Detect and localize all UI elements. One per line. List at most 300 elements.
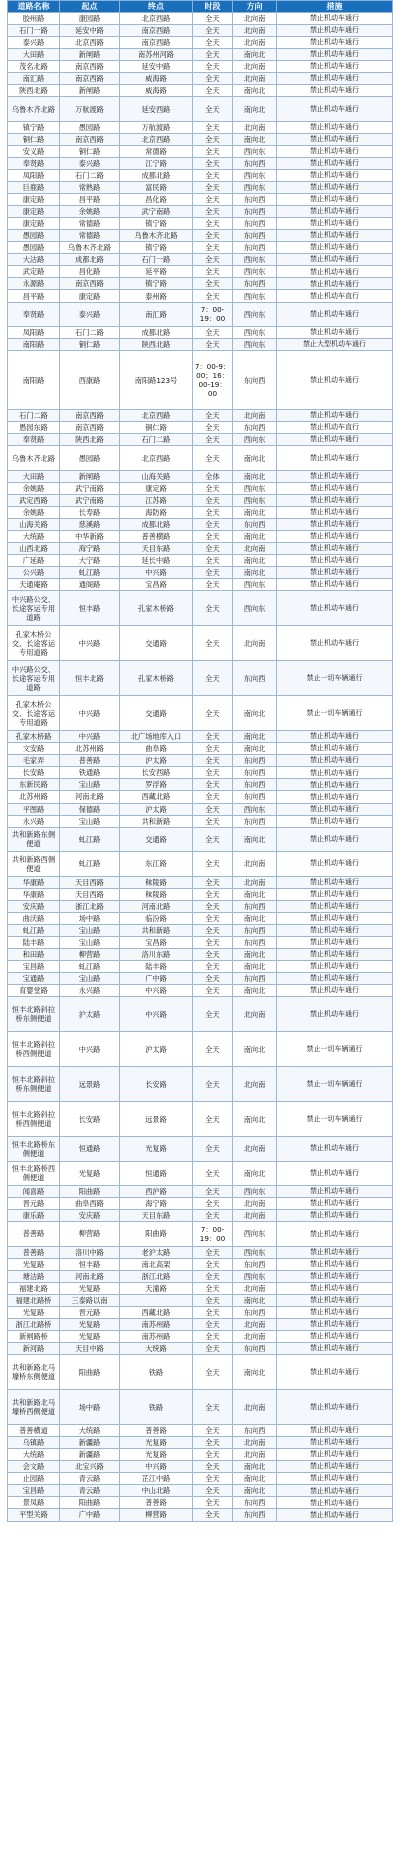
cell-time: 全天 <box>193 25 233 37</box>
cell-time: 全天 <box>193 1497 233 1509</box>
cell-start: 新疆路 <box>60 1437 120 1449</box>
cell-measure: 禁止机动车通行 <box>277 266 393 278</box>
cell-time: 全天 <box>193 1246 233 1258</box>
cell-start: 康园路 <box>60 13 120 25</box>
cell-measure: 禁止机动车通行 <box>277 791 393 803</box>
table-row <box>8 888 393 900</box>
cell-direction: 北向南 <box>233 1067 277 1102</box>
cell-direction: 北向南 <box>233 1390 277 1425</box>
cell-road-name: 中兴路公交、长途客运专用道路 <box>8 591 60 626</box>
table-row <box>8 1282 393 1294</box>
cell-end: 常德路 <box>120 145 193 157</box>
cell-road-name: 孔家木桥公交、长途客运专用道路 <box>8 696 60 731</box>
cell-end: 镇宁路 <box>120 278 193 290</box>
cell-time: 全天 <box>193 1461 233 1473</box>
table-row <box>8 73 393 85</box>
cell-end: 北京西路 <box>120 13 193 25</box>
cell-road-name: 南阳路 <box>8 351 60 410</box>
table-row <box>8 1425 393 1437</box>
table-row <box>8 1437 393 1449</box>
cell-start: 天目中路 <box>60 1343 120 1355</box>
cell-end: 石门一路 <box>120 254 193 266</box>
table-row <box>8 446 393 471</box>
cell-start: 柳营路 <box>60 948 120 960</box>
cell-start: 中华新路 <box>60 531 120 543</box>
cell-road-name: 恒丰北路斜拉桥东侧便道 <box>8 997 60 1032</box>
cell-start: 河南北路 <box>60 1270 120 1282</box>
cell-end: 海宁路 <box>120 1198 193 1210</box>
cell-measure: 禁止机动车通行 <box>277 591 393 626</box>
cell-road-name: 育婴堂路 <box>8 985 60 997</box>
cell-measure: 禁止机动车通行 <box>277 743 393 755</box>
cell-start: 南京西路 <box>60 133 120 145</box>
table-row <box>8 1137 393 1162</box>
cell-end: 普善路 <box>120 1497 193 1509</box>
table-row <box>8 626 393 661</box>
cell-road-name: 大田路 <box>8 470 60 482</box>
cell-measure: 禁止机动车通行 <box>277 1222 393 1247</box>
cell-road-name: 孔家木桥路 <box>8 731 60 743</box>
cell-road-name: 虬江路 <box>8 924 60 936</box>
cell-direction: 北向南 <box>233 121 277 133</box>
cell-time: 全天 <box>193 1032 233 1067</box>
cell-end: 光复路 <box>120 1137 193 1162</box>
cell-road-name: 文安路 <box>8 743 60 755</box>
cell-road-name: 余姚路 <box>8 482 60 494</box>
cell-road-name: 凤阳路 <box>8 170 60 182</box>
cell-time: 全天 <box>193 121 233 133</box>
cell-start: 余姚路 <box>60 206 120 218</box>
cell-direction: 南向北 <box>233 743 277 755</box>
cell-end: 老沪太路 <box>120 1246 193 1258</box>
table-row <box>8 555 393 567</box>
cell-end: 光复路 <box>120 1449 193 1461</box>
cell-direction: 北向南 <box>233 626 277 661</box>
cell-end: 秣陵路 <box>120 888 193 900</box>
traffic-restriction-table <box>7 0 393 1522</box>
cell-start: 铁通路 <box>60 767 120 779</box>
table-row <box>8 591 393 626</box>
cell-measure: 禁止机动车通行 <box>277 936 393 948</box>
cell-measure: 禁止机动车通行 <box>277 924 393 936</box>
cell-start: 中兴路 <box>60 696 120 731</box>
cell-road-name: 大统路 <box>8 531 60 543</box>
cell-direction: 东向西 <box>233 791 277 803</box>
header-measure: 措施 <box>277 1 393 13</box>
table-row <box>8 97 393 122</box>
cell-time: 全天 <box>193 1437 233 1449</box>
cell-start: 长安路 <box>60 1102 120 1137</box>
cell-time: 全天 <box>193 230 233 242</box>
cell-road-name: 恒丰北路斜拉桥西侧便道 <box>8 1032 60 1067</box>
table-row <box>8 1306 393 1318</box>
cell-start: 延安中路 <box>60 25 120 37</box>
table-row <box>8 506 393 518</box>
cell-measure: 禁止机动车通行 <box>277 1355 393 1390</box>
cell-measure: 禁止机动车通行 <box>277 506 393 518</box>
table-row <box>8 1497 393 1509</box>
cell-time: 全天 <box>193 555 233 567</box>
cell-direction: 西向东 <box>233 579 277 591</box>
cell-time: 全天 <box>193 339 233 351</box>
cell-measure: 禁止机动车通行 <box>277 755 393 767</box>
cell-start: 南京西路 <box>60 73 120 85</box>
cell-start: 海宁路 <box>60 543 120 555</box>
cell-start: 虬江路 <box>60 567 120 579</box>
cell-direction: 北向南 <box>233 25 277 37</box>
cell-direction: 东向西 <box>233 972 277 984</box>
cell-measure: 禁止机动车通行 <box>277 731 393 743</box>
cell-road-name: 愚园路 <box>8 230 60 242</box>
cell-direction: 东向西 <box>233 242 277 254</box>
cell-time: 全天 <box>193 791 233 803</box>
cell-start: 常德路 <box>60 218 120 230</box>
cell-measure: 禁止机动车通行 <box>277 912 393 924</box>
cell-direction: 南向北 <box>233 1032 277 1067</box>
table-row <box>8 1210 393 1222</box>
cell-measure: 禁止机动车通行 <box>277 446 393 471</box>
cell-road-name: 会文路 <box>8 1461 60 1473</box>
cell-measure: 禁止机动车通行 <box>277 73 393 85</box>
cell-measure: 禁止机动车通行 <box>277 626 393 661</box>
cell-time: 全体 <box>193 470 233 482</box>
table-row <box>8 1331 393 1343</box>
table-row <box>8 1186 393 1198</box>
table-row <box>8 567 393 579</box>
cell-direction: 北向南 <box>233 1137 277 1162</box>
cell-start: 大宁路 <box>60 555 120 567</box>
cell-direction: 南向北 <box>233 97 277 122</box>
cell-end: 临汾路 <box>120 912 193 924</box>
cell-measure: 禁止机动车通行 <box>277 555 393 567</box>
table-row <box>8 579 393 591</box>
cell-direction: 北向南 <box>233 37 277 49</box>
table-row <box>8 49 393 61</box>
cell-start: 宝山路 <box>60 924 120 936</box>
cell-start: 曲阜西路 <box>60 1198 120 1210</box>
cell-end: 延安中路 <box>120 61 193 73</box>
cell-measure: 禁止机动车通行 <box>277 997 393 1032</box>
cell-end: 沪太路 <box>120 755 193 767</box>
cell-road-name: 安义路 <box>8 145 60 157</box>
cell-measure: 禁止机动车通行 <box>277 327 393 339</box>
cell-start: 永兴路 <box>60 985 120 997</box>
cell-time: 全天 <box>193 97 233 122</box>
cell-direction: 西向东 <box>233 339 277 351</box>
cell-end: 南京西路 <box>120 37 193 49</box>
cell-time: 全天 <box>193 924 233 936</box>
cell-start: 泰兴路 <box>60 302 120 327</box>
cell-direction: 南向北 <box>233 888 277 900</box>
table-row <box>8 791 393 803</box>
cell-start: 通阁路 <box>60 579 120 591</box>
table-row <box>8 194 393 206</box>
cell-measure: 禁止机动车通行 <box>277 482 393 494</box>
cell-end: 石门二路 <box>120 434 193 446</box>
cell-time: 全天 <box>193 1186 233 1198</box>
cell-measure: 禁止机动车通行 <box>277 1509 393 1521</box>
table-row <box>8 743 393 755</box>
cell-time: 全天 <box>193 170 233 182</box>
cell-end: 中山北路 <box>120 1485 193 1497</box>
cell-start: 成都北路 <box>60 254 120 266</box>
cell-end: 宝昌路 <box>120 579 193 591</box>
cell-end: 南苏州路 <box>120 1319 193 1331</box>
cell-start: 阳曲路 <box>60 1355 120 1390</box>
cell-measure: 禁止机动车通行 <box>277 302 393 327</box>
header-road-name: 道路名称 <box>8 1 60 13</box>
cell-time: 全天 <box>193 1319 233 1331</box>
table-row <box>8 37 393 49</box>
cell-direction: 东向西 <box>233 230 277 242</box>
cell-measure: 禁止机动车通行 <box>277 434 393 446</box>
cell-road-name: 曲沃路 <box>8 912 60 924</box>
table-row <box>8 410 393 422</box>
cell-time: 全天 <box>193 985 233 997</box>
cell-time: 全天 <box>193 494 233 506</box>
table-row <box>8 85 393 97</box>
cell-time: 全天 <box>193 254 233 266</box>
cell-end: 阳曲路 <box>120 1222 193 1247</box>
cell-measure: 禁止机动车通行 <box>277 543 393 555</box>
cell-time: 全天 <box>193 1331 233 1343</box>
cell-direction: 南向北 <box>233 912 277 924</box>
cell-road-name: 山海关路 <box>8 518 60 530</box>
cell-start: 天目西路 <box>60 876 120 888</box>
cell-time: 全天 <box>193 936 233 948</box>
cell-end: 陕西北路 <box>120 339 193 351</box>
cell-start: 南京西路 <box>60 422 120 434</box>
cell-road-name: 泰兴路 <box>8 37 60 49</box>
cell-time: 全天 <box>193 1294 233 1306</box>
cell-time: 全天 <box>193 1355 233 1390</box>
cell-start: 新疆路 <box>60 1449 120 1461</box>
cell-start: 新闸路 <box>60 470 120 482</box>
cell-time: 全天 <box>193 997 233 1032</box>
cell-direction: 南向北 <box>233 1355 277 1390</box>
cell-end: 海防路 <box>120 506 193 518</box>
cell-direction: 南向北 <box>233 567 277 579</box>
cell-direction: 南向北 <box>233 49 277 61</box>
cell-direction: 东向西 <box>233 661 277 696</box>
cell-start: 慈溪路 <box>60 518 120 530</box>
cell-road-name: 余姚路 <box>8 506 60 518</box>
cell-end: 河南北路 <box>120 900 193 912</box>
cell-direction: 南向北 <box>233 1294 277 1306</box>
cell-road-name: 恒丰北路桥西侧便道 <box>8 1161 60 1186</box>
cell-direction: 南向北 <box>233 531 277 543</box>
cell-time: 全天 <box>193 278 233 290</box>
cell-end: 南北高架 <box>120 1258 193 1270</box>
cell-road-name: 石门一路 <box>8 25 60 37</box>
cell-time: 全天 <box>193 960 233 972</box>
cell-road-name: 华康路 <box>8 888 60 900</box>
cell-end: 成都北路 <box>120 518 193 530</box>
cell-end: 成都北路 <box>120 170 193 182</box>
cell-end: 南汇路 <box>120 302 193 327</box>
table-row <box>8 900 393 912</box>
cell-measure: 禁止机动车通行 <box>277 803 393 815</box>
cell-start: 愚园路 <box>60 121 120 133</box>
cell-road-name: 共和新路北马壕桥东侧便道 <box>8 1355 60 1390</box>
table-row <box>8 755 393 767</box>
cell-start: 大统路 <box>60 1425 120 1437</box>
cell-time: 全天 <box>193 49 233 61</box>
cell-road-name: 乌镇路 <box>8 1437 60 1449</box>
cell-time: 全天 <box>193 506 233 518</box>
cell-end: 西藏北路 <box>120 791 193 803</box>
table-row <box>8 182 393 194</box>
cell-start: 中兴路 <box>60 1032 120 1067</box>
table-row <box>8 1449 393 1461</box>
table-row <box>8 1270 393 1282</box>
cell-time: 7：00-9：00；16：00-19：00 <box>193 351 233 410</box>
table-row <box>8 936 393 948</box>
cell-start: 南京西路 <box>60 61 120 73</box>
cell-end: 远景路 <box>120 1102 193 1137</box>
cell-direction: 北向南 <box>233 543 277 555</box>
cell-road-name: 乌鲁木齐北路 <box>8 97 60 122</box>
cell-end: 武宁南路 <box>120 206 193 218</box>
table-row <box>8 254 393 266</box>
cell-direction: 西向东 <box>233 1270 277 1282</box>
cell-road-name: 平型关路 <box>8 1509 60 1521</box>
cell-start: 泰兴路 <box>60 157 120 169</box>
cell-direction: 南向北 <box>233 85 277 97</box>
cell-direction: 北向南 <box>233 1331 277 1343</box>
cell-direction: 北向南 <box>233 1319 277 1331</box>
cell-measure: 禁止机动车通行 <box>277 121 393 133</box>
cell-direction: 西向东 <box>233 266 277 278</box>
cell-measure: 禁止机动车通行 <box>277 1343 393 1355</box>
cell-end: 天目东路 <box>120 543 193 555</box>
cell-start: 武宁南路 <box>60 482 120 494</box>
cell-start: 恒丰路 <box>60 591 120 626</box>
cell-start: 中兴路 <box>60 626 120 661</box>
cell-measure: 禁止一切车辆通行 <box>277 1067 393 1102</box>
cell-measure: 禁止机动车通行 <box>277 1198 393 1210</box>
table-row <box>8 422 393 434</box>
cell-start: 光复路 <box>60 1319 120 1331</box>
cell-end: 交通路 <box>120 626 193 661</box>
table-row <box>8 948 393 960</box>
cell-end: 铜仁路 <box>120 422 193 434</box>
table-row <box>8 696 393 731</box>
cell-direction: 西向东 <box>233 482 277 494</box>
cell-measure: 禁止机动车通行 <box>277 888 393 900</box>
cell-time: 全天 <box>193 661 233 696</box>
cell-direction: 东向西 <box>233 351 277 410</box>
cell-direction: 北向南 <box>233 1198 277 1210</box>
cell-time: 全天 <box>193 206 233 218</box>
cell-start: 西康路 <box>60 351 120 410</box>
table-row <box>8 13 393 25</box>
cell-start: 中兴路 <box>60 731 120 743</box>
cell-measure: 禁止机动车通行 <box>277 25 393 37</box>
cell-end: 秣陵路 <box>120 876 193 888</box>
cell-road-name: 永兴路 <box>8 815 60 827</box>
cell-start: 常熟路 <box>60 182 120 194</box>
cell-road-name: 山西北路 <box>8 543 60 555</box>
cell-measure: 禁止机动车通行 <box>277 13 393 25</box>
cell-time: 全天 <box>193 696 233 731</box>
cell-end: 芷江中路 <box>120 1473 193 1485</box>
cell-measure: 禁止机动车通行 <box>277 1282 393 1294</box>
cell-road-name: 和田路 <box>8 948 60 960</box>
cell-time: 全天 <box>193 157 233 169</box>
cell-start: 阳曲路 <box>60 1186 120 1198</box>
header-end: 终点 <box>120 1 193 13</box>
cell-direction: 西向东 <box>233 591 277 626</box>
cell-end: 宝昌路 <box>120 936 193 948</box>
cell-road-name: 光复路 <box>8 1258 60 1270</box>
cell-road-name: 普善路 <box>8 1246 60 1258</box>
cell-end: 西藏北路 <box>120 1306 193 1318</box>
cell-end: 富民路 <box>120 182 193 194</box>
cell-measure: 禁止一切车辆通行 <box>277 661 393 696</box>
cell-measure: 禁止机动车通行 <box>277 170 393 182</box>
cell-direction: 南向北 <box>233 1161 277 1186</box>
cell-measure: 禁止机动车通行 <box>277 876 393 888</box>
table-row <box>8 25 393 37</box>
cell-measure: 禁止机动车通行 <box>277 145 393 157</box>
cell-measure: 禁止机动车通行 <box>277 852 393 877</box>
table-row <box>8 912 393 924</box>
cell-start: 陕西北路 <box>60 434 120 446</box>
cell-direction: 南向北 <box>233 985 277 997</box>
cell-measure: 禁止机动车通行 <box>277 1306 393 1318</box>
cell-measure: 禁止机动车通行 <box>277 133 393 145</box>
cell-direction: 南向北 <box>233 446 277 471</box>
cell-direction: 南向北 <box>233 555 277 567</box>
cell-end: 铁路 <box>120 1390 193 1425</box>
cell-time: 全天 <box>193 290 233 302</box>
cell-measure: 禁止机动车通行 <box>277 779 393 791</box>
cell-time: 全天 <box>193 327 233 339</box>
cell-end: 乌鲁木齐北路 <box>120 230 193 242</box>
cell-road-name: 光复路 <box>8 1306 60 1318</box>
cell-direction: 西向东 <box>233 290 277 302</box>
cell-end: 长安西路 <box>120 767 193 779</box>
cell-start: 天目西路 <box>60 888 120 900</box>
cell-measure: 禁止机动车通行 <box>277 97 393 122</box>
cell-direction: 东向西 <box>233 924 277 936</box>
cell-start: 北苏州路 <box>60 743 120 755</box>
cell-road-name: 福建北路桥 <box>8 1294 60 1306</box>
table-row <box>8 1222 393 1247</box>
cell-direction: 南向北 <box>233 731 277 743</box>
cell-measure: 禁止一切车辆通行 <box>277 696 393 731</box>
cell-road-name: 福建北路 <box>8 1282 60 1294</box>
cell-direction: 南向北 <box>233 133 277 145</box>
table-row <box>8 434 393 446</box>
cell-direction: 东向西 <box>233 518 277 530</box>
cell-time: 全天 <box>193 1210 233 1222</box>
cell-direction: 东向西 <box>233 1306 277 1318</box>
cell-direction: 东向西 <box>233 1343 277 1355</box>
cell-start: 恒丰北路 <box>60 661 120 696</box>
cell-start: 愚园路 <box>60 446 120 471</box>
table-row <box>8 531 393 543</box>
table-row <box>8 661 393 696</box>
cell-road-name: 昌平路 <box>8 290 60 302</box>
cell-road-name: 康定路 <box>8 218 60 230</box>
cell-direction: 南向北 <box>233 696 277 731</box>
cell-direction: 南向北 <box>233 506 277 518</box>
table-row <box>8 327 393 339</box>
cell-start: 万航渡路 <box>60 97 120 122</box>
table-row <box>8 1473 393 1485</box>
